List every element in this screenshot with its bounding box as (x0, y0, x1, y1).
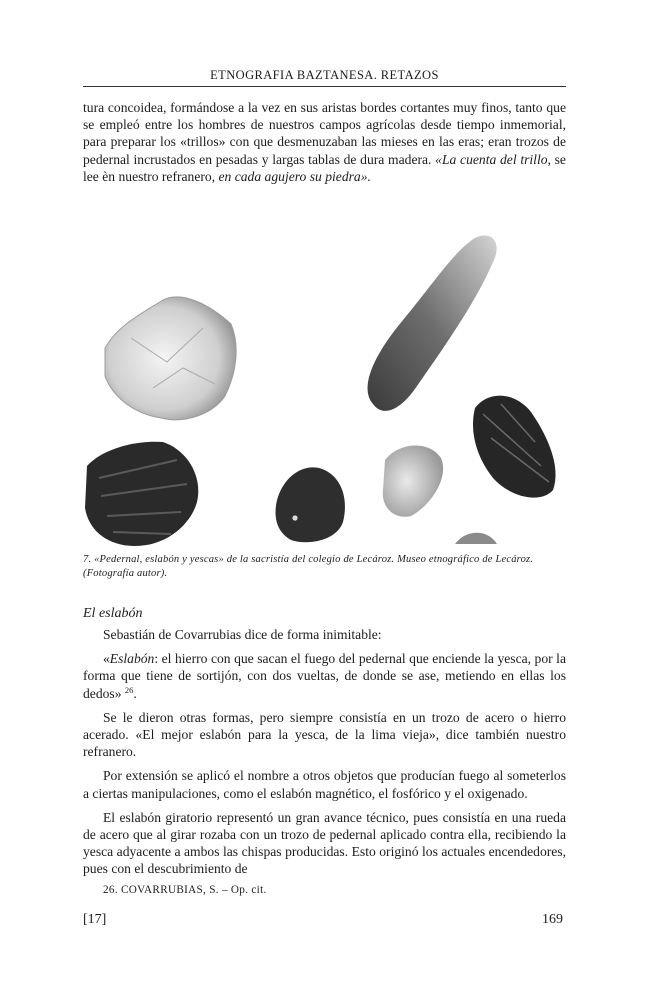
tinder-fragment-left (85, 442, 198, 546)
footnote-ref: 26 (124, 684, 134, 695)
footnote: 26. COVARRUBIAS, S. – Op. cit. (103, 884, 267, 896)
paragraph-3: Se le dieron otras formas, pero siempre consistía en un trozo de acero o hierro acerado. «El mejor eslabón para la yesca, de la lima vieja», dice también nuestro refranero. (83, 709, 566, 760)
intro-text: tura concoidea, formándose a la vez en sus aristas bordes cortantes muy finos, tanto que se empleó entre los hombres de nuestros campos agrícolas desde tiempo inmemorial, para preparar los «trillos» con que desmenuzaban las mieses en las eras; eran trozos de pedernal incrustados en pesadas y largas tablas de dura madera. (83, 100, 566, 167)
term-eslabon: Eslabón (109, 651, 155, 667)
page-number: 169 (542, 912, 563, 927)
pale-flint-chip (383, 445, 443, 516)
tinder-fragment-middle (276, 467, 345, 542)
flint-stone (105, 297, 236, 420)
tinder-fragment-right (473, 396, 556, 498)
figure-caption: 7. «Pedernal, eslabón y yescas» de la sacristía del colegio de Lecároz. Museo etnográfico de Lecároz. (Fotografía autor). (83, 554, 534, 579)
intro-quote: «La cuenta del trillo, (435, 151, 551, 167)
header-rule (83, 86, 566, 87)
intro-quote-end: en cada agujero su piedra». (218, 168, 371, 184)
paragraph-4: Por extensión se aplicó el nombre a otros objetos que producían fuego al someterlos a ciertas manipulaciones, como el eslabón magnético, el fosfórico y el oxigenado. (83, 768, 566, 801)
paragraph-5: El eslabón giratorio representó un gran avance técnico, pues consistía en una rueda de acero que al girar rozaba con un trozo de pedernal aplicado contra ella, recibiendo la yesca adyacente a ambos las chispas producidas. Esto originó los actuales encendedores, pues con el descubrimiento de (83, 809, 566, 877)
body-text (83, 626, 566, 878)
flint-steel-tinder-photo (83, 228, 566, 548)
intro-after-quote: se lee èn nuestro refranero, (83, 151, 566, 184)
section-number: [17] (83, 912, 107, 927)
small-dark-fragment (455, 533, 497, 544)
paragraph-1: Sebastián de Covarrubias dice de forma inimitable: (103, 627, 382, 642)
running-head: ETNOGRAFIA BAZTANESA. RETAZOS (210, 68, 439, 82)
paragraph-2: «Eslabón: el hierro con que sacan el fuego del pedernal que enciende la yesca, por la forma que tiene de sortijón, con dos vueltas, de donde se ase, metiendo en ellas los dedos» $^{26}$. (83, 651, 566, 701)
steel-bar (368, 235, 497, 410)
intro-paragraph (83, 99, 566, 185)
section-title: El eslabón (83, 606, 143, 621)
